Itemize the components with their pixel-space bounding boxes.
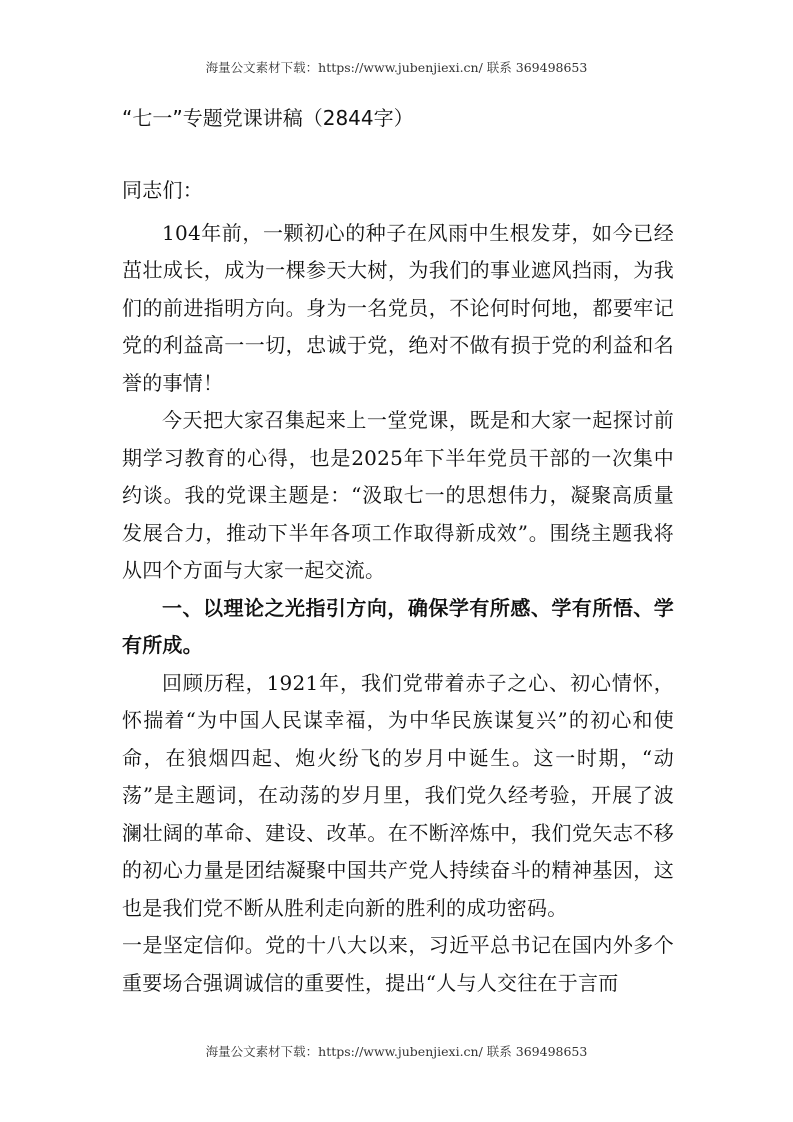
theme-paragraph: 今天把大家召集起来上一堂党课，既是和大家一起探讨前期学习教育的心得，也是2025年下半年党员干部的一次集中约谈。我的党课主题是：“汲取七一的思想伟力，凝聚高质量发展合力，推动下半年各项工作取得新成效”。围绕主题我将从四个方面与大家一起交流。 xyxy=(122,408,674,582)
document-body xyxy=(122,172,674,1002)
salutation: 同志们： xyxy=(122,178,203,202)
intro-paragraph: 104年前，一颗初心的种子在风雨中生根发芽，如今已经茁壮成长，成为一棵参天大树，为我们的事业遮风挡雨，为我们的前进指明方向。身为一名党员，不论何时何地，都要牢记党的利益高一一切，忠诚于党，绝对不做有损于党的利益和名誉的事情！ xyxy=(122,220,674,395)
section-1-heading: 一、以理论之光指引方向，确保学有所感、学有所悟、学有所成。 xyxy=(122,595,674,657)
page-header: 海量公文素材下载：https://www.jubenjiexi.cn/ 联系 369498653 xyxy=(205,60,588,75)
page-footer: 海量公文素材下载：https://www.jubenjiexi.cn/ 联系 369498653 xyxy=(205,1044,588,1059)
section-1-paragraph: 回顾历程，1921年，我们党带着赤子之心、初心情怀，怀揣着“为中国人民谋幸福，为中华民族谋复兴”的初心和使命，在狼烟四起、炮火纷飞的岁月中诞生。这一时期，“动荡”是主题词，在动荡的岁月里，我们党久经考验，开展了波澜壮阔的革命、建设、改革。在不断淬炼中，我们党矢志不移的初心力量是团结凝聚中国共产党人持续奋斗的精神基因，这也是我们党不断从胜利走向新的胜利的成功密码。 xyxy=(122,670,674,920)
section-1-continuation: 一是坚定信仰。党的十八大以来，习近平总书记在国内外多个重要场合强调诚信的重要性，提出“人与人交往在于言而 xyxy=(122,933,674,995)
page-title: “七一”专题党课讲稿（2844字） xyxy=(122,106,414,130)
